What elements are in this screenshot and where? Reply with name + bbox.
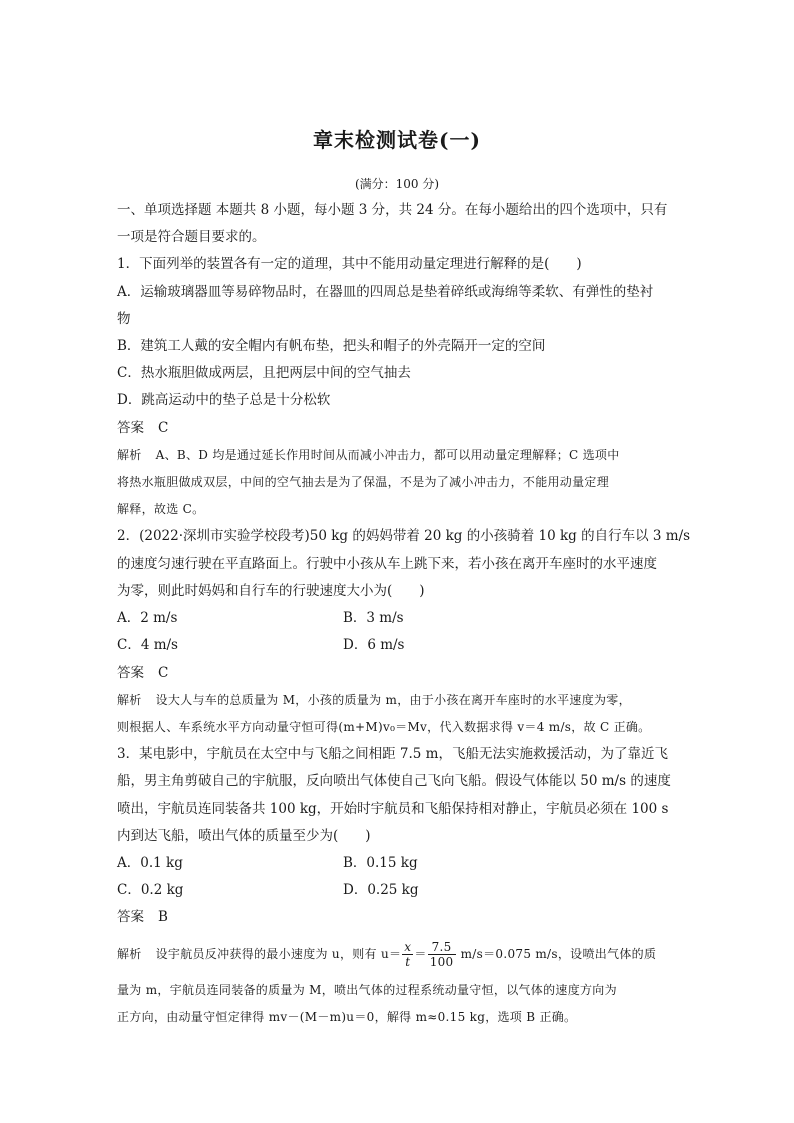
q1-option-b: B．建筑工人戴的安全帽内有帆布垫，把头和帽子的外壳隔开一定的空间 (117, 338, 546, 354)
q3-stem-line-2: 船，男主角剪破自己的宇航服，反向喷出气体使自己飞向飞船。假设气体能以 50 m/s 的速度 (117, 773, 671, 789)
q1-option-a-line-1: A．运输玻璃器皿等易碎物品时，在器皿的四周总是垫着碎纸或海绵等柔软、有弹性的垫衬 (117, 284, 654, 300)
fraction-denominator: t (405, 955, 411, 969)
q3-explanation-line-2: 量为 m，宇航员连同装备的质量为 M，喷出气体的过程系统动量守恒，以气体的速度方向为 (117, 983, 617, 997)
q2-option-d: D．6 m/s (343, 637, 405, 653)
q1-option-c: C．热水瓶胆做成两层，且把两层中间的空气抽去 (117, 365, 411, 381)
q3-option-b: B．0.15 kg (343, 855, 418, 871)
score-note: (满分：100 分) (354, 177, 440, 191)
explanation-label: 解析 (117, 947, 142, 961)
answer-value: C (158, 420, 169, 436)
q1-option-d: D．跳高运动中的垫子总是十分松软 (117, 392, 331, 408)
q2-explanation-line-2: 则根据人、车系统水平方向动量守恒可得(m+M)v₀＝Mv，代入数据求得 v＝4 m/s，故 C 正确。 (117, 720, 651, 734)
q3-stem-line-3: 喷出，宇航员连同装备共 100 kg，开始时宇航员和飞船保持相对静止，宇航员必须在 100 s (117, 801, 669, 817)
q1-option-a-line-2: 物 (117, 311, 131, 327)
q2-option-a: A．2 m/s (117, 610, 178, 626)
q2-explanation-line-1 (117, 691, 687, 709)
q1-explanation-line-1 (117, 446, 687, 464)
q2-stem-line-2: 的速度匀速行驶在平直路面上。行驶中小孩从车上跳下来，若小孩在离开车座时的水平速度 (117, 556, 657, 572)
equals-sign: ＝ (414, 947, 427, 961)
q1-stem: 1．下面列举的装置各有一定的道理，其中不能用动量定理进行解释的是( ) (117, 256, 582, 272)
explanation-label: 解析 (117, 448, 142, 462)
q2-stem-line-3: 为零，则此时妈妈和自行车的行驶速度大小为( ) (117, 583, 425, 599)
q3-option-c: C．0.2 kg (117, 882, 184, 898)
q3-stem-line-4: 内到达飞船，喷出气体的质量至少为( ) (117, 828, 371, 844)
section-heading-line-2: 一项是符合题目要求的。 (117, 229, 266, 245)
q3-explanation-line-3: 正方向，由动量守恒定律得 mv－(M－m)u＝0，解得 m≈0.15 kg，选项 B 正确。 (117, 1010, 577, 1024)
q3-option-a: A．0.1 kg (117, 855, 183, 871)
explanation-text: 设大人与车的总质量为 M，小孩的质量为 m，由于小孩在离开车座时的水平速度为零， (155, 693, 631, 707)
q1-answer (117, 419, 687, 437)
answer-label: 答案 (117, 420, 144, 436)
q3-answer (117, 908, 687, 926)
q3-option-d: D．0.25 kg (343, 882, 419, 898)
explanation-text-post: m/s＝0.075 m/s，设喷出气体的质 (460, 947, 657, 961)
explanation-text: A、B、D 均是通过延长作用时间从而减小冲击力，都可以用动量定理解释；C 选项中 (155, 448, 620, 462)
q2-option-b: B．3 m/s (343, 610, 404, 626)
q1-explanation-line-2: 将热水瓶胆做成双层，中间的空气抽去是为了保温，不是为了减小冲击力，不能用动量定理 (117, 475, 610, 489)
q2-answer (117, 664, 687, 682)
q2-stem-line-1: 2．(2022·深圳市实验学校段考)50 kg 的妈妈带着 20 kg 的小孩骑着 10 kg 的自行车以 3 m/s (117, 528, 691, 544)
explanation-text-pre: 设宇航员反冲获得的最小速度为 u，则有 u＝ (155, 947, 402, 961)
answer-value: B (158, 909, 168, 925)
fraction-denominator: 100 (429, 955, 454, 969)
q2-option-c: C．4 m/s (117, 637, 178, 653)
fraction-numerator: x (404, 940, 412, 954)
page-title: 章末检测试卷(一) (313, 128, 481, 152)
fraction-x-over-t (402, 940, 413, 969)
explanation-label: 解析 (117, 693, 142, 707)
q1-explanation-line-3: 解释，故选 C。 (117, 502, 205, 516)
fraction-numerator: 7.5 (428, 940, 456, 955)
answer-label: 答案 (117, 909, 144, 925)
answer-label: 答案 (117, 665, 144, 681)
section-heading-line-1: 一、单项选择题 本题共 8 小题，每小题 3 分，共 24 分。在每小题给出的四个选项中，只有 (117, 202, 668, 218)
q3-stem-line-1: 3．某电影中，宇航员在太空中与飞船之间相距 7.5 m，飞船无法实施救援活动，为了靠近飞 (117, 746, 668, 762)
answer-value: C (158, 665, 169, 681)
fraction-7-5-over-100 (428, 940, 456, 969)
q3-explanation-line-1 (117, 937, 687, 971)
